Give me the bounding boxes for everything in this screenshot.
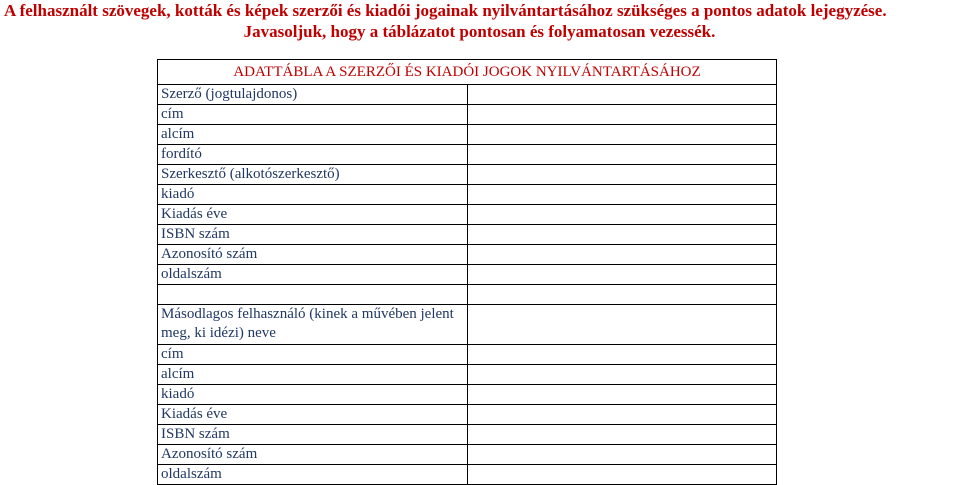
field-value-cell[interactable] (467, 405, 777, 425)
field-label: kiadó (158, 385, 468, 405)
field-value-cell[interactable] (467, 145, 777, 165)
field-label: Azonosító szám (158, 245, 468, 265)
table-title: ADATTÁBLA A SZERZŐI ÉS KIADÓI JOGOK NYILVÁNTARTÁSÁHOZ (158, 60, 777, 85)
field-value-cell[interactable] (467, 105, 777, 125)
table-row (158, 125, 777, 145)
field-label (158, 285, 468, 305)
field-label: Másodlagos felhasználó (kinek a művében jelent meg, ki idézi) neve (158, 305, 468, 345)
table-row (158, 85, 777, 105)
field-label: alcím (158, 365, 468, 385)
field-label: cím (158, 345, 468, 365)
table-row (158, 385, 777, 405)
instruction-line-1: A felhasznált szövegek, kották és képek szerzői és kiadói jogainak nyilvántartásához szükséges a pontos adatok lejegyzése. (4, 1, 887, 20)
secondary-user-row (158, 305, 777, 345)
table-row (158, 465, 777, 485)
field-label: alcím (158, 125, 468, 145)
field-value-cell[interactable] (467, 185, 777, 205)
table-row (158, 265, 777, 285)
field-label: cím (158, 105, 468, 125)
table-row (158, 345, 777, 365)
field-label: oldalszám (158, 465, 468, 485)
table-row (158, 445, 777, 465)
table-row (158, 205, 777, 225)
field-value-cell[interactable] (467, 125, 777, 145)
field-value-cell[interactable] (467, 245, 777, 265)
table-row (158, 365, 777, 385)
field-value-cell[interactable] (467, 265, 777, 285)
field-label: ISBN szám (158, 425, 468, 445)
field-value-cell[interactable] (467, 365, 777, 385)
spacer-row (158, 285, 777, 305)
field-label: Szerkesztő (alkotószerkesztő) (158, 165, 468, 185)
table-row (158, 225, 777, 245)
rights-record-table (157, 59, 777, 485)
field-value-cell[interactable] (467, 285, 777, 305)
field-value-cell[interactable] (467, 165, 777, 185)
table-header-row (158, 60, 777, 85)
table-row (158, 425, 777, 445)
field-value-cell[interactable] (467, 305, 777, 345)
field-label: fordító (158, 145, 468, 165)
field-label: ISBN szám (158, 225, 468, 245)
field-label: oldalszám (158, 265, 468, 285)
field-label: Kiadás éve (158, 205, 468, 225)
field-value-cell[interactable] (467, 225, 777, 245)
field-label: Kiadás éve (158, 405, 468, 425)
field-value-cell[interactable] (467, 85, 777, 105)
table-row (158, 145, 777, 165)
table-row (158, 245, 777, 265)
field-label: Azonosító szám (158, 445, 468, 465)
field-value-cell[interactable] (467, 445, 777, 465)
table-row (158, 165, 777, 185)
field-value-cell[interactable] (467, 385, 777, 405)
field-label: kiadó (158, 185, 468, 205)
field-value-cell[interactable] (467, 425, 777, 445)
table-row (158, 185, 777, 205)
table-row (158, 405, 777, 425)
instruction-line-2: Javasoljuk, hogy a táblázatot pontosan és folyamatosan vezessék. (243, 22, 716, 41)
field-value-cell[interactable] (467, 205, 777, 225)
table-row (158, 105, 777, 125)
field-value-cell[interactable] (467, 465, 777, 485)
field-value-cell[interactable] (467, 345, 777, 365)
field-label: Szerző (jogtulajdonos) (158, 85, 468, 105)
